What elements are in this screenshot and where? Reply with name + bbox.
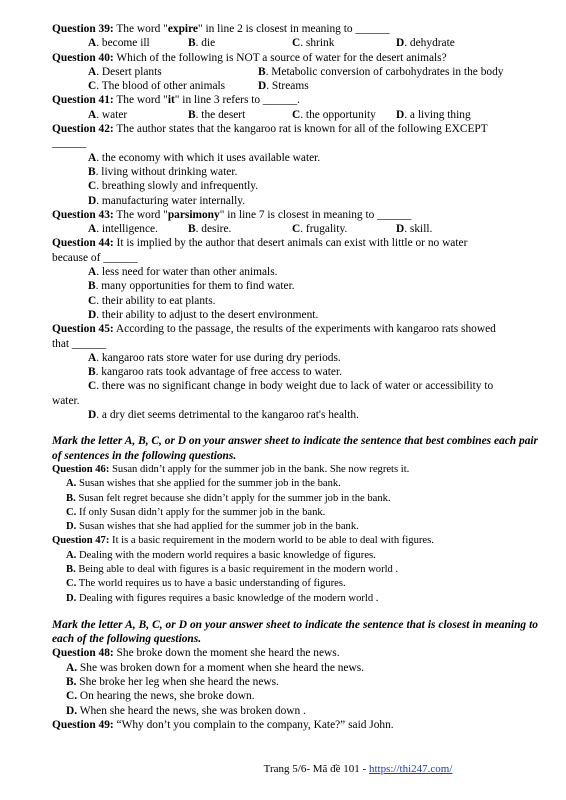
question-42: Question 42: The author states that the kangaroo rat is known for all of the following EXCEPT <box>52 123 488 136</box>
question-label: Question 40: <box>52 51 114 64</box>
option-d: D. skill. <box>396 223 433 236</box>
q39-options <box>52 36 538 50</box>
page-footer: Trang 5/6- Mã đề 101 - https://thi247.com/ <box>263 763 453 775</box>
option-a: A. She was broken down for a moment when she heard the news. <box>66 661 364 674</box>
option-b: B. kangaroo rats took advantage of free access to water. <box>88 366 342 379</box>
q41-options <box>52 108 538 122</box>
question-label: Question 45: <box>52 323 114 336</box>
footer-link[interactable]: https://thi247.com/ <box>368 763 453 775</box>
option-a: A. become ill <box>88 37 150 50</box>
option-a: A. the economy with which it uses available water. <box>88 151 321 164</box>
option-c: C. On hearing the news, she broke down. <box>66 690 255 703</box>
option-b: B. die <box>188 37 216 50</box>
option-b: B. Metabolic conversion of carbohydrates in the body <box>258 65 504 78</box>
option-a: A. intelligence. <box>88 223 158 236</box>
q45-continuation: that ______ <box>52 337 107 350</box>
q43-options <box>52 222 538 236</box>
question-43: Question 43: The word "parsimony" in line 7 is closest in meaning to ______ <box>52 208 412 221</box>
option-d: D. their ability to adjust to the desert environment. <box>88 308 319 321</box>
option-c: C. frugality. <box>292 223 348 236</box>
question-41: Question 41: The word "it" in line 3 refers to ______. <box>52 94 300 107</box>
option-b: B. the desert <box>188 108 246 121</box>
question-label: Question 49: <box>52 718 114 731</box>
page-number: 5 <box>292 763 298 775</box>
option-b: B. Susan felt regret because she didn’t apply for the summer job in the bank. <box>66 492 391 504</box>
question-label: Question 47: <box>52 535 110 547</box>
option-c: C. their ability to eat plants. <box>88 294 216 307</box>
question-label: Question 41: <box>52 94 114 107</box>
option-b: B. She broke her leg when she heard the news. <box>66 676 279 689</box>
option-c-continuation: water. <box>52 394 80 407</box>
question-48: Question 48: She broke down the moment she heard the news. <box>52 647 340 660</box>
question-47: Question 47: It is a basic requirement in the modern world to be able to deal with figures. <box>52 535 434 547</box>
option-c: C. If only Susan didn’t apply for the summer job in the bank. <box>66 506 326 518</box>
q42-blank: ______ <box>52 137 87 150</box>
section-instruction: Mark the letter A, B, C, or D on your answer sheet to indicate the sentence that best combines each pair of sentences in the following questions. <box>52 435 538 462</box>
option-a: A. less need for water than other animals. <box>88 266 278 279</box>
question-40: Question 40: Which of the following is NOT a source of water for the desert animals? <box>52 51 447 64</box>
option-d: D. a dry diet seems detrimental to the kangaroo rat's health. <box>88 409 359 422</box>
page-total: 6 <box>300 763 307 775</box>
section-instruction: Mark the letter A, B, C, or D on your answer sheet to indicate the sentence that is closest in meaning to each of the following questions. <box>52 618 538 646</box>
option-c: C. shrink <box>292 37 335 50</box>
option-b: B. Being able to deal with figures is a basic requirement in the modern world . <box>66 563 399 575</box>
question-label: Question 43: <box>52 208 114 221</box>
question-39: Question 39: The word "expire" in line 2 is closest in meaning to ______ <box>52 23 390 35</box>
option-d: D. Streams <box>258 80 309 93</box>
question-label: Question 44: <box>52 237 114 250</box>
question-45: Question 45: According to the passage, the results of the experiments with kangaroo rats showed <box>52 323 496 336</box>
option-d: D. When she heard the news, she was broken down . <box>66 704 306 717</box>
option-a: A. Desert plants <box>88 65 162 78</box>
option-b: B. many opportunities for them to find water. <box>88 280 295 293</box>
option-d: D. Dealing with figures requires a basic knowledge of the modern world . <box>66 592 379 604</box>
question-label: Question 48: <box>52 647 114 660</box>
option-a: A. kangaroo rats store water for use during dry periods. <box>88 351 341 364</box>
option-d: D. dehydrate <box>396 37 455 50</box>
q44-continuation: because of ______ <box>52 251 138 264</box>
question-49: Question 49: “Why don’t you complain to the company, Kate?” said John. <box>52 718 394 731</box>
question-label: Question 46: <box>52 463 110 475</box>
option-c: C. breathing slowly and infrequently. <box>88 180 259 193</box>
option-c: C. the opportunity <box>292 108 376 121</box>
question-label: Question 42: <box>52 123 114 136</box>
exam-page <box>52 22 538 732</box>
question-46: Question 46: Susan didn’t apply for the summer job in the bank. She now regrets it. <box>52 463 410 475</box>
option-d: D. a living thing <box>396 108 471 121</box>
q40-options-2 <box>52 79 538 93</box>
question-label: Question 39: <box>52 23 114 35</box>
option-a: A. Susan wishes that she applied for the summer job in the bank. <box>66 478 341 490</box>
option-c: C. The blood of other animals <box>88 80 226 93</box>
option-b: B. living without drinking water. <box>88 165 238 178</box>
option-d: D. Susan wishes that she had applied for the summer job in the bank. <box>66 521 359 533</box>
option-b: B. desire. <box>188 223 232 236</box>
option-c: C. The world requires us to have a basic understanding of figures. <box>66 578 346 590</box>
question-44: Question 44: It is implied by the author that desert animals can exist with little or no water <box>52 237 468 250</box>
option-c: C. there was no significant change in body weight due to lack of water or accessibility to <box>88 380 494 393</box>
q40-options-1 <box>52 65 538 79</box>
option-a: A. water <box>88 108 128 121</box>
option-a: A. Dealing with the modern world requires a basic knowledge of figures. <box>66 549 376 561</box>
option-d: D. manufacturing water internally. <box>88 194 246 207</box>
